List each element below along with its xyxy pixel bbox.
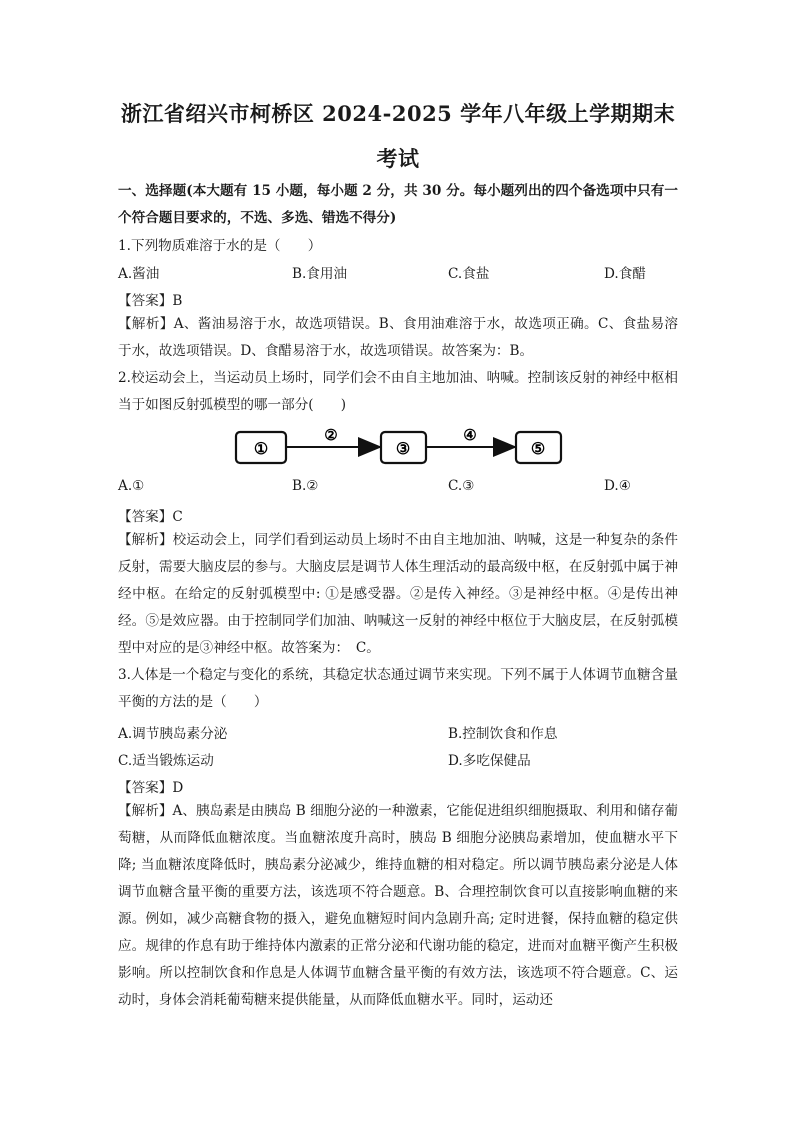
q2-option-b: B.②: [292, 478, 319, 494]
question-2-stem: 2.校运动会上，当运动员上场时，同学们会不由自主地加油、呐喊。控制该反射的神经中枢相当于如图反射弧模型的哪一部分( ): [118, 370, 678, 413]
q1-option-b: B.食用油: [292, 266, 348, 282]
q3-option-a: A.调节胰岛素分泌: [118, 726, 228, 742]
q1-answer: 【答案】B: [118, 293, 183, 309]
page-title-continued: 考试: [376, 146, 420, 171]
q3-option-b: B.控制饮食和作息: [448, 726, 558, 742]
afferent-label: ②: [324, 426, 338, 444]
q2-option-a: A.①: [118, 478, 145, 494]
effector-label: ⑤: [530, 439, 546, 458]
q1-option-d: D.食醋: [604, 266, 646, 282]
reflex-arc-svg: [118, 420, 678, 470]
q2-option-d: D.④: [604, 478, 631, 494]
q2-analysis: 【解析】校运动会上，同学们看到运动员上场时不由自主地加油、呐喊，这是一种复杂的条件反射，需要大脑皮层的参与。大脑皮层是调节人体生理活动的最高级中枢，在反射弧中属于神经中枢。在给定的反射弧模型中: ①是感受器。②是传入神经。③是神经中枢。④是传出神经。⑤是效应器。由于控制同学们加油、呐喊这一反射的神经中枢位于大脑皮层，在反射弧模型中对应的是③神经中枢。故答案为： C。: [118, 532, 678, 656]
q3-analysis: 【解析】A、胰岛素是由胰岛 B 细胞分泌的一种激素，它能促进组织细胞摄取、利用和储存葡萄糖，从而降低血糖浓度。当血糖浓度升高时，胰岛 B 细胞分泌胰岛素增加，使血糖水平下降; 当血糖浓度降低时，胰岛素分泌减少，维持血糖的相对稳定。所以调节胰岛素分泌是人体调节血糖含量平衡的重要方法，该选项不符合题意。B、合理控制饮食可以直接影响血糖的来源。例如，减少高糖食物的摄入，避免血糖短时间内急剧升高; 定时进餐，保持血糖的稳定供应。规律的作息有助于维持体内激素的正常分泌和代谢功能的稳定，进而对血糖平衡产生积极影响。所以控制饮食和作息是人体调节血糖含量平衡的有效方法，该选项不符合题意。C、运动时，身体会消耗葡萄糖来提供能量，从而降低血糖水平。同时，运动还: [118, 803, 678, 1008]
q2-answer: 【答案】C: [118, 509, 183, 525]
q1-analysis: 【解析】A、酱油易溶于水，故选项错误。B、食用油难溶于水，故选项正确。C、食盐易溶于水，故选项错误。D、食醋易溶于水，故选项错误。故答案为：B。: [118, 316, 678, 359]
q3-option-d: D.多吃保健品: [448, 753, 531, 769]
question-1-stem: 1.下列物质难溶于水的是（ ）: [118, 238, 322, 254]
receptor-label: ①: [253, 439, 269, 458]
q3-option-c: C.适当锻炼运动: [118, 753, 214, 769]
efferent-label: ④: [463, 426, 477, 444]
q1-option-c: C.食盐: [448, 266, 490, 282]
reflex-arc-diagram: [118, 420, 678, 470]
section-heading: 一、选择题(本大题有 15 小题，每小题 2 分，共 30 分。每小题列出的四个备选项中只有一个符合题目要求的，不选、多选、错选不得分): [118, 183, 678, 226]
q2-option-c: C.③: [448, 478, 475, 494]
question-3-stem: 3.人体是一个稳定与变化的系统，其稳定状态通过调节来实现。下列不属于人体调节血糖含量平衡的方法的是（ ）: [118, 667, 678, 710]
q1-option-a: A.酱油: [118, 266, 160, 282]
page-title: 浙江省绍兴市柯桥区 2024-2025 学年八年级上学期期末: [120, 101, 676, 126]
center-label: ③: [395, 439, 411, 458]
q3-answer: 【答案】D: [118, 780, 184, 796]
